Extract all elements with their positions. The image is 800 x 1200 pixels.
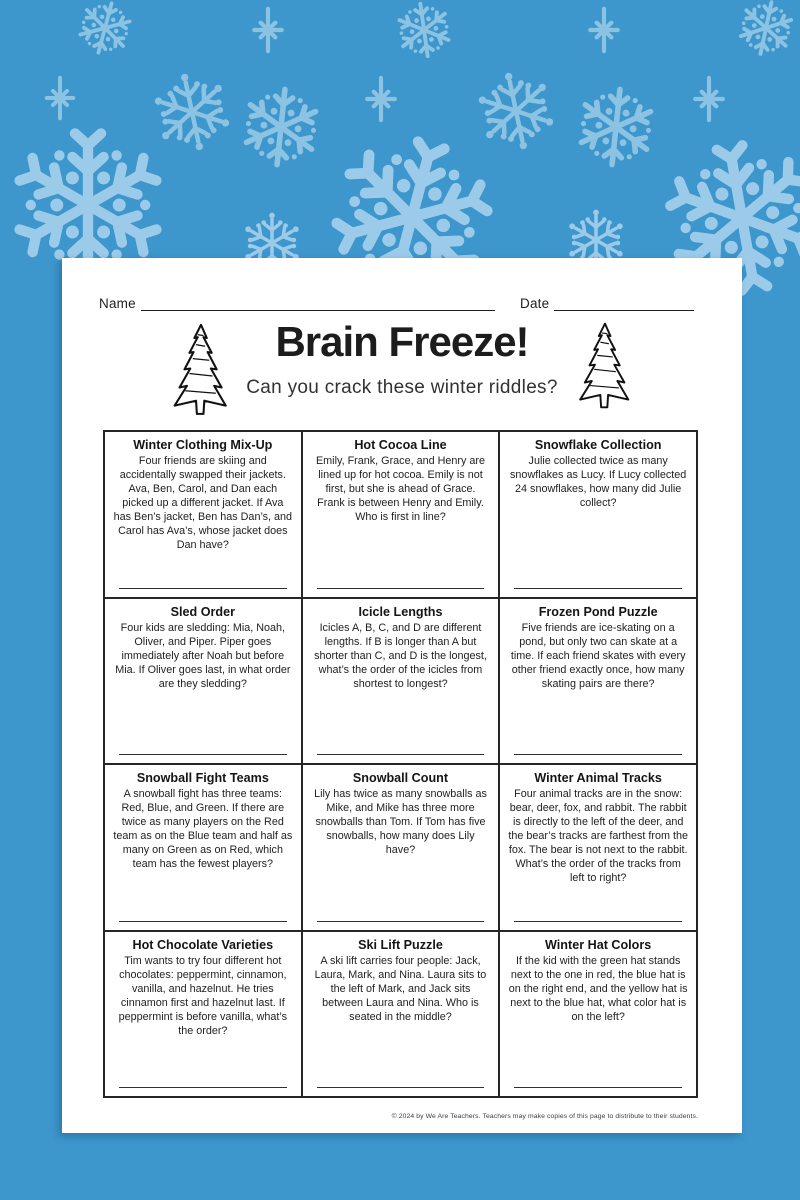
date-field	[520, 296, 694, 311]
riddle-title: Snowball Count	[352, 771, 449, 785]
riddle-text: A snowball fight has three teams: Red, Blue, and Green. If there are twice as many players on the Red team as on the Blue team and half as many on Green as on Red, which team has the fewest players?	[113, 788, 293, 871]
copyright-footer: © 2024 by We Are Teachers. Teachers may make copies of this page to distribute to their students.	[391, 1113, 698, 1120]
riddle-cell	[499, 931, 697, 1098]
snowflake-icon	[575, 85, 657, 168]
worksheet-subtitle: Can you crack these winter riddles?	[246, 377, 558, 398]
snowflake-icon	[395, 0, 454, 59]
riddle-text: Four kids are sledding: Mia, Noah, Oliver, and Piper. Piper goes immediately after Noah but before Mia. If Oliver goes last, in what order are they sledding?	[115, 621, 291, 690]
name-label: Name	[99, 296, 136, 311]
answer-blank-line	[514, 588, 682, 589]
answer-blank-line	[514, 921, 682, 922]
riddle-cell	[302, 598, 500, 765]
riddle-cell	[499, 598, 697, 765]
riddle-text: Julie collected twice as many snowflakes as Lucy. If Lucy collected 24 snowflakes, how many did Julie collect?	[510, 455, 687, 510]
riddle-text: Four friends are skiing and accidentally swapped their jackets. Ava, Ben, Carol, and Dan each picked up a different jacket. If Ava has Ben’s jacket, Ben has Dan’s, and Carol has Ava’s, whose jacket does Dan have?	[113, 455, 293, 552]
riddle-text: A ski lift carries four people: Jack, Laura, Mark, and Nina. Laura sits to the left of Mark, and Jack sits between Laura and Nina. Who is seated in the middle?	[314, 954, 487, 1023]
snowflake-icon	[18, 134, 157, 277]
snowflake-icon	[74, 0, 136, 59]
riddle-text: Five friends are ice-skating on a pond, but only two can skate at a time. If each friend skates with every other friend exactly once, how many skating pairs are there?	[510, 621, 686, 690]
answer-blank-line	[317, 754, 485, 755]
answer-blank-line	[119, 754, 287, 755]
riddle-grid	[103, 430, 698, 1098]
sparkle-icon	[47, 78, 73, 118]
answer-blank-line	[119, 1087, 287, 1088]
riddle-title: Sled Order	[170, 604, 236, 619]
snowflake-icon	[240, 85, 322, 168]
name-blank-line	[141, 296, 495, 311]
riddle-title: Winter Hat Colors	[545, 937, 652, 952]
worksheet-title: Brain Freeze!	[275, 318, 529, 365]
riddle-title: Icicle Lengths	[358, 604, 443, 619]
riddle-title: Snowball Fight Teams	[136, 771, 269, 785]
snowflake-icon	[735, 0, 797, 59]
riddle-cell	[104, 598, 302, 765]
riddle-cell	[302, 764, 500, 931]
answer-blank-line	[514, 1087, 682, 1088]
worksheet-paper	[62, 258, 742, 1133]
snowflake-icon	[468, 64, 564, 157]
riddle-title: Snowflake Collection	[534, 438, 662, 452]
riddle-text: Lily has twice as many snowballs as Mike, and Mike has three more snowballs than Tom. If Tom has five snowballs, how many does Lily have?	[314, 788, 487, 857]
riddle-title: Ski Lift Puzzle	[358, 937, 443, 952]
riddle-title: Frozen Pond Puzzle	[538, 604, 658, 619]
riddle-cell	[302, 931, 500, 1098]
sparkle-icon	[367, 78, 395, 120]
snowflake-icon	[144, 65, 240, 158]
name-field	[99, 296, 495, 311]
answer-blank-line	[317, 588, 485, 589]
riddle-cell	[302, 431, 500, 598]
riddle-title: Winter Animal Tracks	[534, 771, 662, 785]
sparkle-icon	[590, 9, 618, 51]
riddle-text: If the kid with the green hat stands next to the one in red, the blue hat is on the right end, and the yellow hat is next to the blue hat, what color hat is on the left?	[508, 954, 688, 1023]
riddle-cell	[104, 764, 302, 931]
sparkle-icon	[695, 78, 723, 120]
riddle-title: Hot Cocoa Line	[354, 438, 447, 452]
riddle-cell	[104, 931, 302, 1098]
answer-blank-line	[119, 588, 287, 589]
riddle-text: Emily, Frank, Grace, and Henry are lined up for hot cocoa. Emily is not first, but she is ahead of Grace. Frank is between Henry and Emily. Who is first in line?	[315, 455, 485, 524]
riddle-cell	[499, 431, 697, 598]
riddle-text: Tim wants to try four different hot chocolates: peppermint, cinnamon, vanilla, and hazelnut. He tries cinnamon first and hazelnut last. If peppermint is before vanilla, what’s the order?	[118, 954, 288, 1037]
answer-blank-line	[514, 754, 682, 755]
sparkle-icon	[254, 9, 282, 51]
answer-blank-line	[317, 1087, 485, 1088]
date-blank-line	[554, 296, 694, 311]
riddle-cell	[104, 431, 302, 598]
answer-blank-line	[317, 921, 485, 922]
riddle-title: Winter Clothing Mix-Up	[133, 438, 273, 452]
riddle-text: Four animal tracks are in the snow: bear, deer, fox, and rabbit. The rabbit is directly to the left of the deer, and the bear’s tracks are farthest from the fox. The bear is not next to the rabbit. What’s the order of the tracks from left to right?	[508, 788, 688, 885]
date-label: Date	[520, 296, 550, 311]
riddle-cell	[499, 764, 697, 931]
riddle-text: Icicles A, B, C, and D are different lengths. If B is longer than A but shorter than C, and D is the longest, what’s the order of the icicles from shortest to longest?	[314, 621, 487, 690]
riddle-title: Hot Chocolate Varieties	[132, 937, 274, 952]
answer-blank-line	[119, 921, 287, 922]
